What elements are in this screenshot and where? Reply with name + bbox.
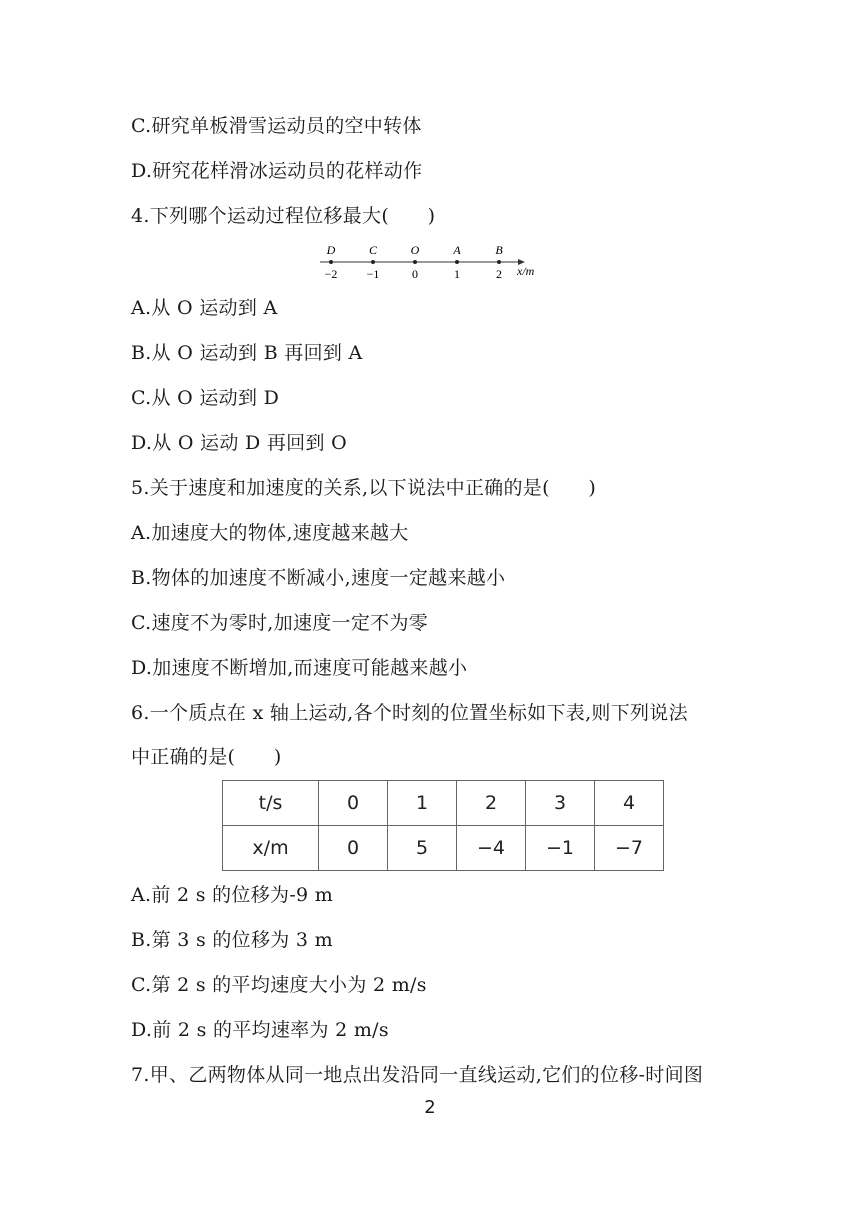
- table-row-position: [223, 826, 664, 871]
- q6-stem-line-1: 6.一个质点在 x 轴上运动,各个时刻的位置坐标如下表,则下列说法: [131, 702, 688, 724]
- number-line-tick-label: 0: [412, 267, 418, 281]
- q4-stem: 4.下列哪个运动过程位移最大( ): [131, 205, 436, 227]
- number-line-tick-label: 1: [454, 267, 460, 281]
- table-cell: 2: [457, 781, 526, 826]
- number-line-point: [497, 260, 501, 264]
- number-line-point-letter: C: [368, 243, 378, 257]
- q6-stem-line-2: 中正确的是( ): [131, 746, 282, 768]
- q4-option-c: C.从 O 运动到 D: [131, 387, 280, 409]
- number-line-point-letter: B: [495, 243, 503, 257]
- number-line-tick-label: −2: [324, 267, 338, 281]
- table-cell: −1: [526, 826, 595, 871]
- q3-option-c: C.研究单板滑雪运动员的空中转体: [131, 115, 422, 137]
- q5-option-d: D.加速度不断增加,而速度可能越来越小: [131, 657, 468, 679]
- q7-stem: 7.甲、乙两物体从同一地点出发沿同一直线运动,它们的位移-时间图: [131, 1064, 704, 1086]
- q6-option-a: A.前 2 s 的位移为-9 m: [131, 884, 334, 906]
- number-line-point-letter: D: [326, 243, 336, 257]
- table-cell: 4: [595, 781, 664, 826]
- number-line-point: [371, 260, 375, 264]
- table-cell: 0: [319, 781, 388, 826]
- number-line-point-letter: A: [453, 243, 461, 257]
- table-row-time: [223, 781, 664, 826]
- table-cell: 3: [526, 781, 595, 826]
- page-number: 2: [424, 1097, 436, 1118]
- number-line-tick-label: 2: [496, 267, 502, 281]
- q4-option-a: A.从 O 运动到 A: [131, 297, 278, 319]
- q3-option-d: D.研究花样滑冰运动员的花样动作: [131, 160, 423, 182]
- number-line-figure: [318, 240, 558, 284]
- number-line-point: [413, 260, 417, 264]
- number-line-axis-label: x/m: [517, 264, 535, 278]
- number-line-point: [329, 260, 333, 264]
- number-line-point-letter: O: [410, 243, 420, 257]
- table-cell: 5: [388, 826, 457, 871]
- q5-stem: 5.关于速度和加速度的关系,以下说法中正确的是( ): [131, 477, 597, 499]
- q4-option-b: B.从 O 运动到 B 再回到 A: [131, 342, 363, 364]
- table-cell: 0: [319, 826, 388, 871]
- table-header-position: x/m: [223, 826, 319, 871]
- q4-option-d: D.从 O 运动 D 再回到 O: [131, 432, 347, 454]
- q6-option-c: C.第 2 s 的平均速度大小为 2 m/s: [131, 974, 427, 996]
- position-time-table: [222, 780, 664, 871]
- table-header-time: t/s: [223, 781, 319, 826]
- q5-option-c: C.速度不为零时,加速度一定不为零: [131, 612, 429, 634]
- number-line-point: [455, 260, 459, 264]
- table-cell: 1: [388, 781, 457, 826]
- table-cell: −7: [595, 826, 664, 871]
- q6-option-d: D.前 2 s 的平均速率为 2 m/s: [131, 1019, 389, 1041]
- q6-option-b: B.第 3 s 的位移为 3 m: [131, 929, 333, 951]
- q5-option-b: B.物体的加速度不断减小,速度一定越来越小: [131, 567, 506, 589]
- number-line-tick-label: −1: [366, 267, 380, 281]
- table-cell: −4: [457, 826, 526, 871]
- q5-option-a: A.加速度大的物体,速度越来越大: [131, 522, 409, 544]
